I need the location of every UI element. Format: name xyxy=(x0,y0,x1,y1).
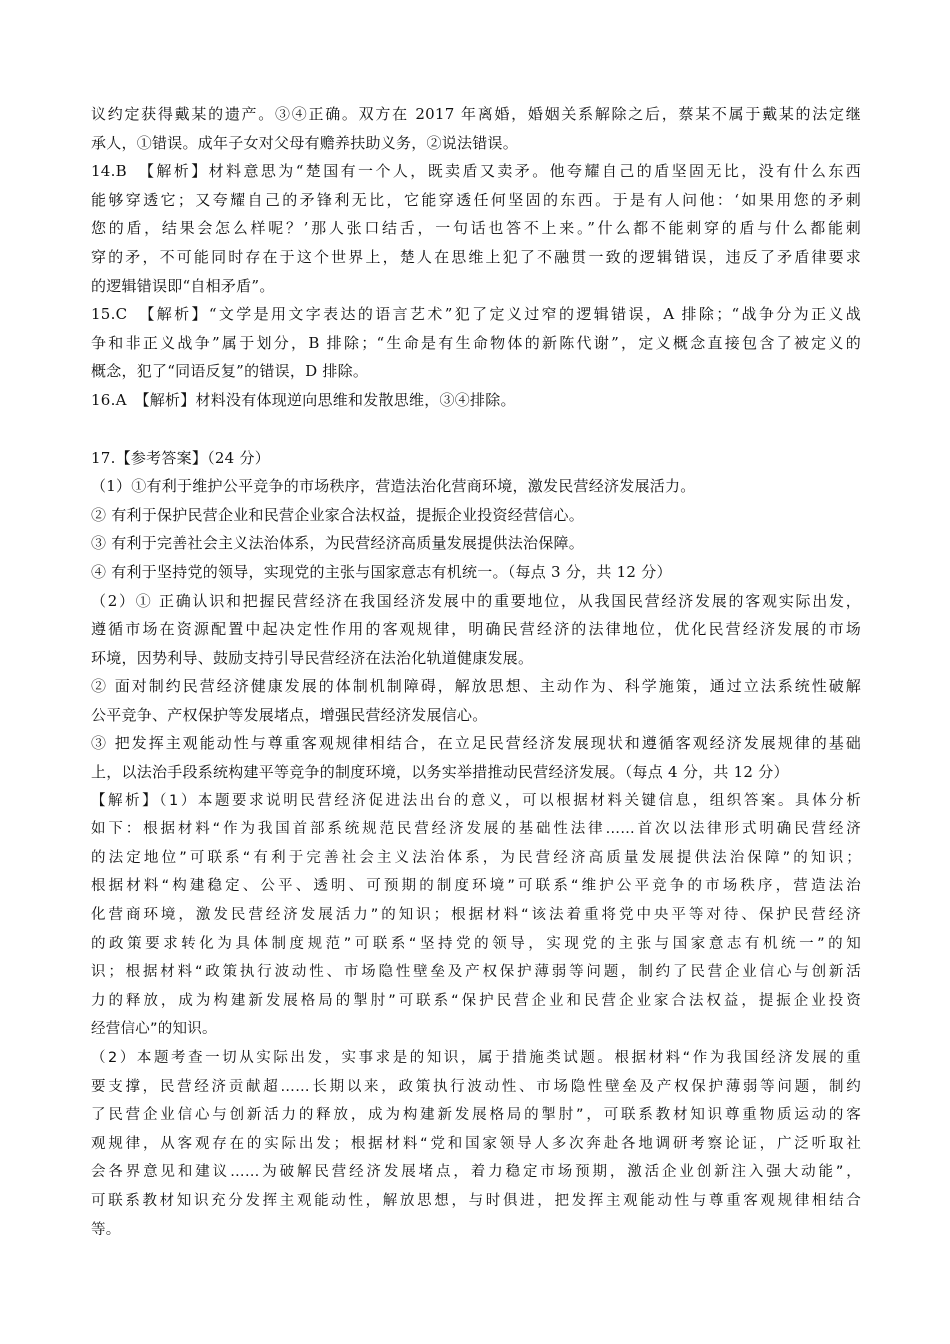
text-line-q17-heading: 17.【参考答案】（24 分） xyxy=(91,448,270,467)
text-line-q17-2-point-1c: 环境，因势利导、鼓励支持引导民营经济在法治化轨道健康发展。 xyxy=(91,648,534,667)
text-line-q17-2-point-1b: 遵循市场在资源配置中起决定性作用的客观规律，明确民营经济的法律地位，优化民营经济发展的市场 xyxy=(91,620,861,639)
text-line-q14-1: 14.B 【解析】材料意思为“楚国有一个人，既卖盾又卖矛。他夸耀自己的盾坚固无比，没有什么东西 xyxy=(91,162,861,181)
text-line-analysis-2: 如下：根据材料“作为我国首部系统规范民营经济发展的基础性法律……首次以法律形式明确民营经济 xyxy=(91,821,861,838)
text-line-analysis-13: 观规律，从客观存在的实际出发；根据材料“党和国家领导人多次奔赴各地调研考察论证，广泛听取社 xyxy=(91,1135,861,1152)
text-line-analysis-9: 经营信心”的知识。 xyxy=(91,1021,217,1038)
text-line-analysis-8: 力的释放，成为构建新发展格局的掣肘”可联系“保护民营企业和民营企业家合法权益，提振企业投资 xyxy=(91,992,861,1009)
text-line-q13-cont-2: 承人，①错误。成年子女对父母有赡养扶助义务，②说法错误。 xyxy=(91,133,519,152)
text-line-q17-1-point-4: ④ 有利于坚持党的领导，实现党的主张与国家意志有机统一。（每点 3 分，共 12 分） xyxy=(91,562,672,581)
text-line-analysis-16: 等。 xyxy=(91,1221,121,1238)
answer-explanation-page xyxy=(91,100,861,1244)
text-line-analysis-10: （2）本题考查一切从实际出发，实事求是的知识，属于措施类试题。根据材料“作为我国经济发展的重 xyxy=(91,1050,861,1066)
text-line-analysis-5: 化营商环境，激发民营经济发展活力”的知识；根据材料“该法着重将党中央平等对待、保护民营经济 xyxy=(91,907,861,924)
text-line-q15-2: 争和非正义战争”属于划分，B 排除；“生命是有生命物体的新陈代谢”，定义概念直接包含了被定义的 xyxy=(91,333,861,352)
text-line-analysis-12: 了民营企业信心与创新活力的释放，成为构建新发展格局的掣肘”，可联系教材知识尊重物质运动的客 xyxy=(91,1107,861,1124)
text-line-q15-1: 15.C 【解析】“文学是用文字表达的语言艺术”犯了定义过窄的逻辑错误，A 排除；“战争分为正义战 xyxy=(91,305,861,324)
text-line-q17-2-point-3b: 上，以法治手段系统构建平等竞争的制度环境，以务实举措推动民营经济发展。（每点 4 分，共 12 分） xyxy=(91,763,789,782)
text-line-q13-cont-1: 议约定获得戴某的遗产。③④正确。双方在 2017 年离婚，婚姻关系解除之后，蔡某不属于戴某的法定继 xyxy=(91,105,861,123)
text-line-analysis-3: 的法定地位”可联系“有利于完善社会主义法治体系，为民营经济高质量发展提供法治保障”的知识； xyxy=(91,849,861,866)
text-line-q17-2-point-1a: （2）① 正确认识和把握民营经济在我国经济发展中的重要地位，从我国民营经济发展的客观实际出发， xyxy=(91,591,861,610)
text-line-analysis-11: 要支撑，民营经济贡献超……长期以来，政策执行波动性、市场隐性壁垒及产权保护薄弱等问题，制约 xyxy=(91,1078,861,1095)
text-line-q16: 16.A 【解析】材料没有体现逆向思维和发散思维，③④排除。 xyxy=(91,390,516,409)
text-line-analysis-4: 根据材料“构建稳定、公平、透明、可预期的制度环境”可联系“维护公平竞争的市场秩序，营造法治 xyxy=(91,878,861,895)
text-line-q17-2-point-2a: ② 面对制约民营经济健康发展的体制机制障碍，解放思想、主动作为、科学施策，通过立法系统性破解 xyxy=(91,677,861,696)
text-line-q14-3: 您的盾，结果会怎么样呢？’那人张口结舌，一句话也答不上来。”什么都不能刺穿的盾与什么都能刺 xyxy=(91,219,861,238)
text-line-q17-2-point-3a: ③ 把发挥主观能动性与尊重客观规律相结合，在立足民营经济发展现状和遵循客观经济发展规律的基础 xyxy=(91,734,861,753)
section-gap xyxy=(91,415,861,444)
text-line-q14-2: 能够穿透它；又夸耀自己的矛锋利无比，它能穿透任何坚固的东西。于是有人问他：‘如果用您的矛刺 xyxy=(91,190,861,209)
text-line-q17-1-point-3: ③ 有利于完善社会主义法治体系，为民营经济高质量发展提供法治保障。 xyxy=(91,534,585,553)
text-line-q17-2-point-2b: 公平竞争、产权保护等发展堵点，增强民营经济发展信心。 xyxy=(91,705,488,724)
text-line-analysis-14: 会各界意见和建议……为破解民营经济发展堵点，着力稳定市场预期，激活企业创新注入强大动能”， xyxy=(91,1164,861,1181)
text-line-q17-1-point-1: （1）①有利于维护公平竞争的市场秩序，营造法治化营商环境，激发民营经济发展活力。 xyxy=(91,477,696,496)
text-line-analysis-15: 可联系教材知识充分发挥主观能动性，解放思想，与时俱进，把发挥主观能动性与尊重客观规律相结合 xyxy=(91,1192,861,1209)
text-line-analysis-6: 的政策要求转化为具体制度规范”可联系“坚持党的领导，实现党的主张与国家意志有机统一”的知 xyxy=(91,935,861,952)
text-line-q15-3: 概念，犯了“同语反复”的错误，D 排除。 xyxy=(91,362,369,381)
text-line-analysis-7: 识；根据材料“政策执行波动性、市场隐性壁垒及产权保护薄弱等问题，制约了民营企业信心与创新活 xyxy=(91,964,861,981)
text-line-q14-5: 的逻辑错误即“自相矛盾”。 xyxy=(91,276,275,295)
text-line-analysis-1: 【解析】（1）本题要求说明民营经济促进法出台的意义，可以根据材料关键信息，组织答案。具体分析 xyxy=(91,792,861,809)
text-line-q14-4: 穿的矛，不可能同时存在于这个世界上，楚人在思维上犯了不融贯一致的逻辑错误，违反了矛盾律要求 xyxy=(91,247,861,266)
text-line-q17-1-point-2: ② 有利于保护民营企业和民营企业家合法权益，提振企业投资经营信心。 xyxy=(91,505,585,524)
